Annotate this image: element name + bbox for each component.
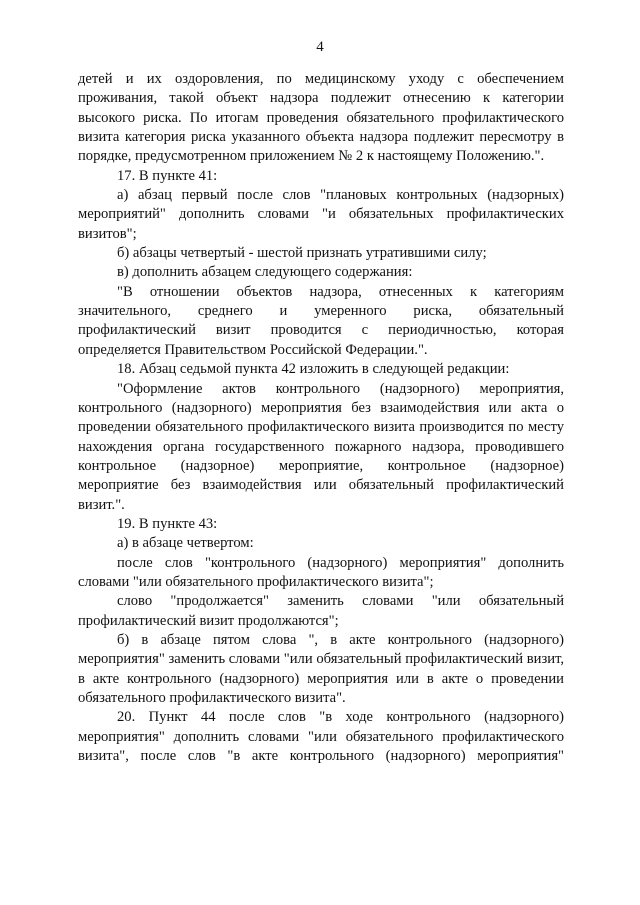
paragraph-item-19b: б) в абзаце пятом слова ", в акте контрольного (надзорного) мероприятия" заменить словами "или обязательный профилактический визит, в акте контрольного (надзорного) мероприятия или в акте о проведении обязательного профилактического визита". bbox=[78, 631, 564, 706]
paragraph-item-18: 18. Абзац седьмой пункта 42 изложить в следующей редакции: bbox=[117, 361, 510, 378]
paragraph-item-19a: а) в абзаце четвертом: bbox=[117, 535, 254, 552]
paragraph-item-19: 19. В пункте 43: bbox=[117, 515, 218, 532]
paragraph-item-17v: в) дополнить абзацем следующего содержания: bbox=[117, 264, 413, 281]
paragraph-item-20: 20. Пункт 44 после слов "в ходе контрольного (надзорного) мероприятия" дополнить словами "или обязательного профилактического визита", после слов "в акте контрольного (надзорного) мероприятия" bbox=[78, 709, 564, 765]
paragraph-continuation: детей и их оздоровления, по медицинскому уходу с обеспечением проживания, такой объект надзора подлежит отнесению к категории высокого риска. По итогам проведения обязательного профилактического визита категория риска указанного объекта надзора подлежит пересмотру в порядке, предусмотренном приложением № 2 к настоящему Положению.". bbox=[78, 71, 564, 165]
document-body bbox=[78, 70, 564, 766]
paragraph-item-19a-2: слово "продолжается" заменить словами "или обязательный профилактический визит продолжаются"; bbox=[78, 593, 564, 629]
paragraph-item-19a-1: после слов "контрольного (надзорного) мероприятия" дополнить словами "или обязательного профилактического визита"; bbox=[78, 554, 564, 590]
paragraph-item-17a: а) абзац первый после слов "плановых контрольных (надзорных) мероприятий" дополнить словами "и обязательных профилактических визитов"; bbox=[78, 187, 564, 242]
page-number: 4 bbox=[316, 39, 324, 55]
paragraph-quote-acts: "Оформление актов контрольного (надзорного) мероприятия, контрольного (надзорного) мероприятия без взаимодействия или акта о проведении обязательного профилактического визита производится по месту нахождения органа государственного пожарного надзора, проводившего контрольное (надзорное) мероприятие, контрольное (надзорное) мероприятие без взаимодействия или обязательный профилактический визит.". bbox=[78, 380, 564, 513]
paragraph-item-17b: б) абзацы четвертый - шестой признать утратившими силу; bbox=[117, 245, 487, 262]
paragraph-quote-risk: "В отношении объектов надзора, отнесенных к категориям значительного, среднего и умеренного риска, обязательный профилактический визит проводится с периодичностью, которая определяется Правительством Российской Федерации.". bbox=[78, 283, 564, 358]
paragraph-item-17: 17. В пункте 41: bbox=[117, 167, 218, 184]
